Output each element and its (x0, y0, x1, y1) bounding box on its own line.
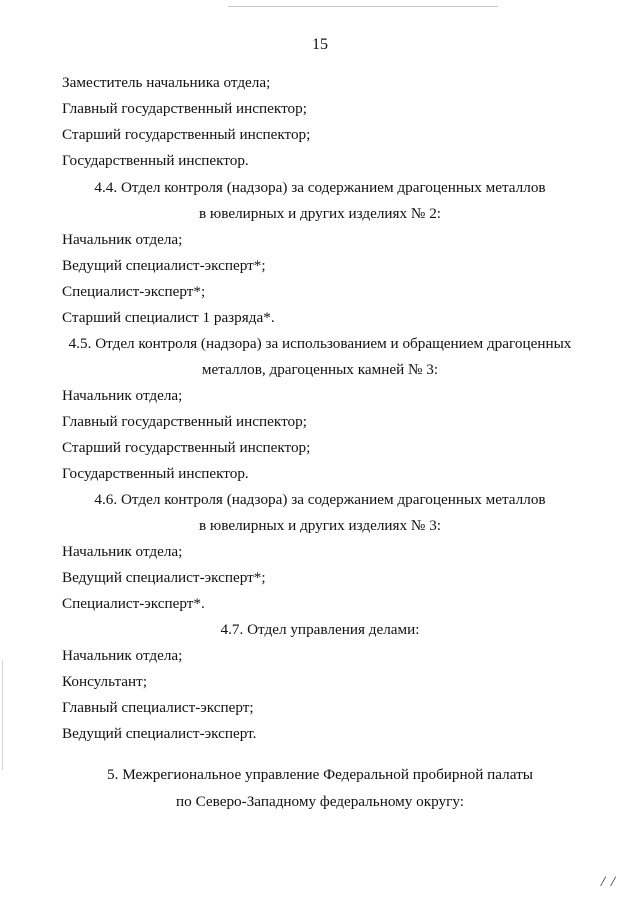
section-heading-cont: металлов, драгоценных камней № 3: (201, 361, 439, 378)
staff-line: Государственный инспектор. (62, 465, 249, 482)
section-heading: 4.7. Отдел управления делами: (220, 621, 420, 638)
staff-line: Государственный инспектор. (62, 152, 249, 169)
staff-line: Ведущий специалист-эксперт. (62, 725, 257, 742)
staff-line: Консультант; (62, 673, 148, 690)
scan-border-top (228, 6, 498, 7)
staff-line: Старший государственный инспектор; (62, 439, 311, 456)
section-heading: 4.4. Отдел контроля (надзора) за содержанием драгоценных металлов (94, 179, 546, 196)
staff-line: Главный специалист-эксперт; (62, 699, 254, 716)
section-heading: 5. Межрегиональное управление Федеральной пробирной палаты (107, 766, 533, 783)
staff-line: Заместитель начальника отдела; (62, 74, 271, 91)
staff-line: Старший государственный инспектор; (62, 126, 311, 143)
staff-line: Начальник отдела; (62, 543, 183, 560)
staff-line: Ведущий специалист-эксперт*; (62, 569, 266, 586)
staff-line: Главный государственный инспектор; (62, 413, 307, 430)
section-heading: 4.5. Отдел контроля (надзора) за использованием и обращением драгоценных (68, 335, 572, 352)
section-heading-cont: в ювелирных и других изделиях № 2: (198, 205, 442, 222)
staff-line: Ведущий специалист-эксперт*; (62, 257, 266, 274)
staff-line: Специалист-эксперт*. (62, 595, 205, 612)
page-number: 15 (312, 36, 328, 53)
staff-line: Специалист-эксперт*; (62, 283, 206, 300)
staff-line: Начальник отдела; (62, 647, 183, 664)
section-heading-cont: в ювелирных и других изделиях № 3: (198, 517, 442, 534)
staff-line: Главный государственный инспектор; (62, 100, 307, 117)
staff-line: Старший специалист 1 разряда*. (62, 309, 275, 326)
handwritten-mark: / / (600, 874, 616, 890)
staff-line: Начальник отдела; (62, 387, 183, 404)
section-heading-cont: по Северо-Западному федеральному округу: (176, 793, 464, 810)
section-heading: 4.6. Отдел контроля (надзора) за содержанием драгоценных металлов (94, 491, 546, 508)
staff-line: Начальник отдела; (62, 231, 183, 248)
scan-border-left (2, 660, 3, 770)
